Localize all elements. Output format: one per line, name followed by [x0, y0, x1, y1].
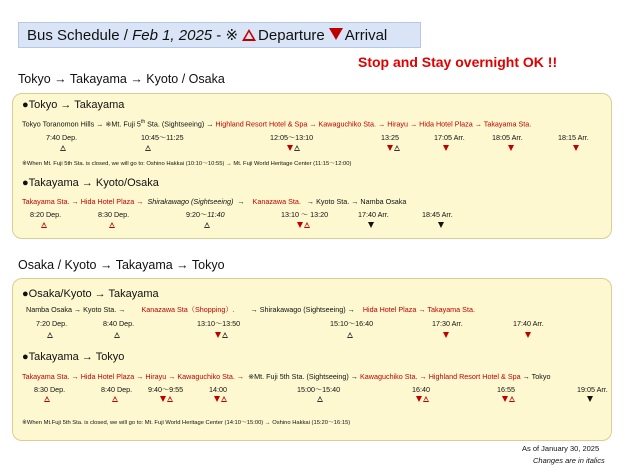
time: 16:55: [497, 385, 515, 394]
departure-triangle-icon: [242, 29, 256, 41]
section-takayama-tokyo-title: ●Takayama → Tokyo: [22, 351, 125, 363]
arrival-icon: [508, 145, 522, 153]
time: 13:10～13:50: [197, 319, 241, 328]
time: 15:00～15:40: [297, 385, 341, 394]
time: 17:30 Arr.: [432, 319, 463, 328]
time: 15:10～16:40: [330, 319, 374, 328]
time: 17:40 Arr.: [358, 210, 389, 219]
departure-icon: [41, 222, 55, 230]
time: 10:45～11:25: [141, 133, 184, 142]
time: 18:15 Arr.: [558, 133, 589, 142]
time: 17:40 Arr.: [513, 319, 544, 328]
time: 7:40 Dep.: [46, 133, 78, 142]
departure-icon: [145, 145, 159, 153]
departure-icon: [44, 396, 58, 404]
time: 8:40 Dep.: [103, 319, 135, 328]
time: 19:05 Arr.: [577, 385, 608, 394]
departure-icon: [109, 222, 123, 230]
time: 8:30 Dep.: [98, 210, 130, 219]
arrival-departure-icon: [297, 222, 311, 230]
arrival-departure-icon: [287, 145, 301, 153]
stay-overnight-note: Stop and Stay overnight OK !!: [358, 54, 558, 70]
section-takayama-kyoto-stops: Takayama Sta. → Hida Hotel Plaza → Shirakawago (Sightseeing) → Kanazawa Sta. → Kyoto Sta. → Namba Osaka: [22, 197, 407, 206]
arrival-icon: [525, 332, 539, 340]
section-tokyo-takayama-note: ※When Mt. Fuji 5th Sta. is closed, we will go to: Oshino Hakkai (10:10～10:55) → Mt. Fuji World Heritage Center (11:15～12:00): [22, 161, 352, 167]
departure-icon: [347, 332, 361, 340]
time: 7:20 Dep.: [36, 319, 68, 328]
section-tokyo-takayama-title: ●Tokyo → Takayama: [22, 99, 125, 111]
section-takayama-tokyo-note: ※When Mt.Fuji 5th Sta. is closed, we will go to: Mt. Fuji World Heritage Center (14:10～15:00) → Oshino Hakkai (15:20～16:15): [22, 420, 351, 426]
time: 17:05 Arr.: [434, 133, 465, 142]
time: 13:10 ～ 13:20: [281, 210, 329, 219]
arrival-departure-icon: [214, 396, 228, 404]
arrival-departure-icon: [215, 332, 229, 340]
italics-note: Changes are in italics: [533, 456, 605, 465]
legend-arrival: Arrival: [344, 27, 388, 44]
route-heading-outbound: Tokyo → Takayama → Kyoto / Osaka: [18, 72, 225, 86]
arrival-icon: [587, 396, 601, 404]
time: 13:25: [381, 133, 399, 142]
arrival-departure-icon: [387, 145, 401, 153]
section-osaka-takayama-title: ●Osaka/Kyoto → Takayama: [22, 288, 159, 300]
time: 8:20 Dep.: [30, 210, 62, 219]
arrival-icon: [443, 145, 457, 153]
schedule-title: [18, 22, 421, 48]
departure-icon: [204, 222, 218, 230]
section-takayama-kyoto-title: ●Takayama → Kyoto/Osaka: [22, 177, 159, 189]
departure-icon: [317, 396, 331, 404]
time: 16:40: [412, 385, 430, 394]
departure-icon: [60, 145, 74, 153]
time: 18:45 Arr.: [422, 210, 453, 219]
title-separator: - ※: [212, 27, 239, 44]
section-tokyo-takayama-stops: Tokyo Toranomon Hills → ※Mt. Fuji 5th Sta. (Sightseeing) → Highland Resort Hotel & Spa → Kawaguchiko Sta. → Hirayu → Hida Hotel Plaza → Takayama Sta.: [22, 119, 532, 129]
time: 8:40 Dep.: [101, 385, 133, 394]
time: 9:20～11:40: [186, 210, 225, 219]
legend-departure: Departure: [258, 27, 325, 44]
time: 9:40～9:55: [148, 385, 184, 394]
arrival-departure-icon: [416, 396, 430, 404]
time: 18:05 Arr.: [492, 133, 523, 142]
arrival-icon: [368, 222, 382, 230]
arrival-triangle-icon: [329, 28, 343, 40]
arrival-icon: [438, 222, 452, 230]
departure-icon: [114, 332, 128, 340]
as-of-date: As of January 30, 2025: [522, 444, 600, 453]
time: 12:05～13:10: [270, 133, 314, 142]
departure-icon: [47, 332, 61, 340]
title-date: Feb 1, 2025: [132, 27, 213, 44]
departure-icon: [112, 396, 126, 404]
section-takayama-tokyo-stops: Takayama Sta. → Hida Hotel Plaza → Hirayu → Kawaguchiko Sta. → ※Mt. Fuji 5th Sta. (Sightseeing) → Kawaguchiko Sta. → Highland Resort Hotel & Spa → Tokyo: [22, 372, 551, 381]
time: 8:30 Dep.: [34, 385, 66, 394]
arrival-departure-icon: [160, 396, 174, 404]
arrival-icon: [443, 332, 457, 340]
arrival-icon: [573, 145, 587, 153]
time: 14:00: [209, 385, 227, 394]
section-osaka-takayama-stops: Namba Osaka → Kyoto Sta. → Kanazawa Sta（Shopping）. → Shirakawago (Sightseeing) → Hida Hotel Plaza → Takayama Sta.: [26, 305, 475, 314]
route-heading-inbound: Osaka / Kyoto → Takayama → Tokyo: [18, 258, 225, 272]
title-prefix: Bus Schedule /: [27, 27, 133, 44]
arrival-departure-icon: [502, 396, 516, 404]
